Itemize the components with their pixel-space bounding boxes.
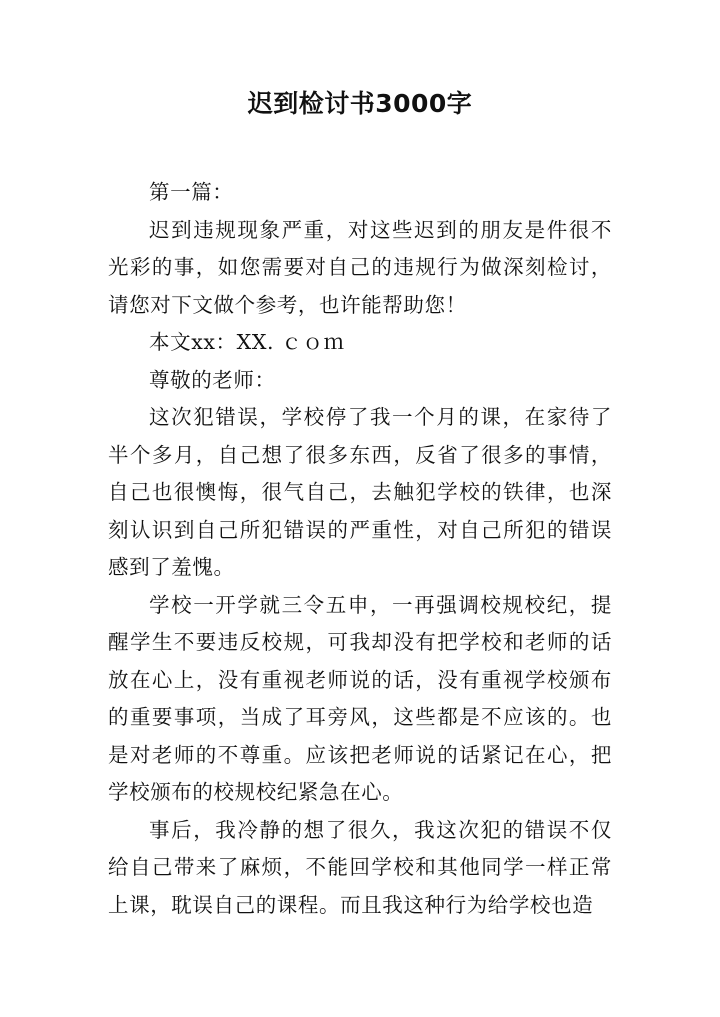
paragraph-source: 本文xx：XX. ｃｏｍ (149, 330, 345, 354)
paragraph-body-2: 学校一开学就三令五申，一再强调校规校纪，提醒学生不要违反校规，可我却没有把学校和老师的话放在心上，没有重视老师说的话，没有重视学校颁布的重要事项，当成了耳旁风，这些都是不应该的。也是对老师的不尊重。应该把老师说的话紧记在心，把学校颁布的校规校纪紧急在心。 (108, 592, 612, 804)
paragraph-heading: 第一篇： (149, 180, 234, 204)
paragraph-body-3: 事后，我冷静的想了很久，我这次犯的错误不仅给自己带来了麻烦，不能回学校和其他同学一样正常上课，耽误自己的课程。而且我这种行为给学校也造 (108, 817, 612, 917)
paragraph-body-1: 这次犯错误，学校停了我一个月的课，在家待了半个多月，自己想了很多东西，反省了很多的事情，自己也很懊悔，很气自己，去触犯学校的铁律，也深刻认识到自己所犯错误的严重性，对自己所犯的错误感到了羞愧。 (108, 405, 612, 579)
document-body (108, 174, 612, 924)
document-title: 迟到检讨书3000字 (247, 89, 473, 118)
paragraph-intro: 迟到违规现象严重，对这些迟到的朋友是件很不光彩的事，如您需要对自己的违规行为做深刻检讨，请您对下文做个参考，也许能帮助您！ (108, 217, 612, 317)
paragraph-salutation: 尊敬的老师： (149, 367, 276, 392)
